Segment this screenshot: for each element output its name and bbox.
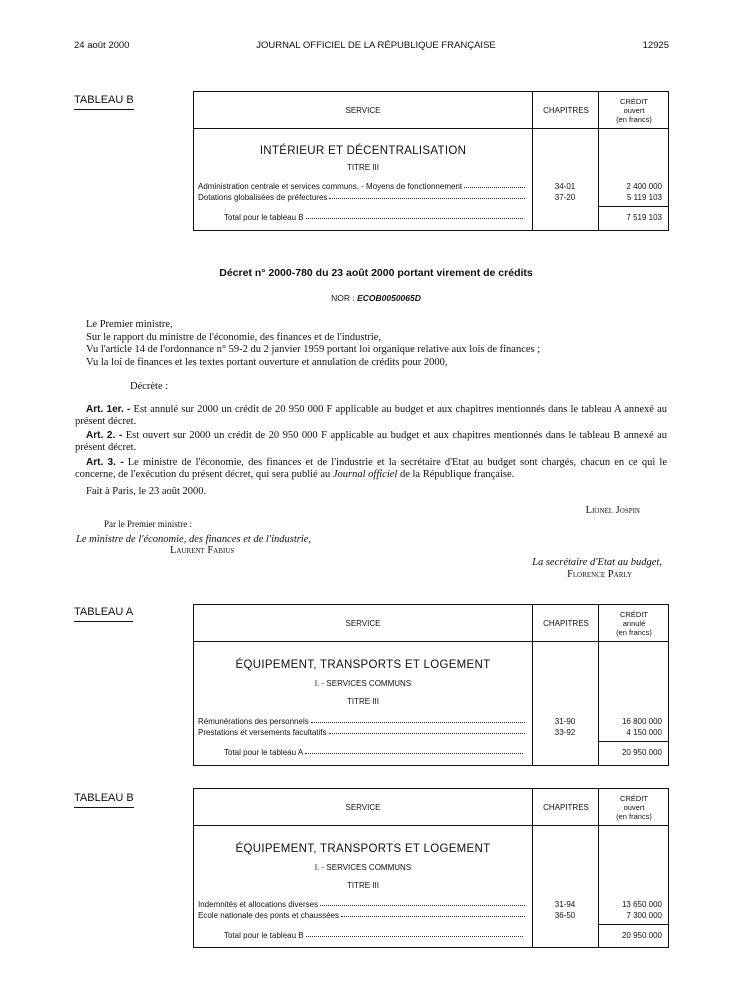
titre-label: TITRE III <box>347 881 379 890</box>
table-row: Prestations et versements facultatifs 33-92 4 150 000 <box>198 728 662 737</box>
header-page-number: 12925 <box>642 40 669 51</box>
subsection-title: I. - SERVICES COMMUNS <box>314 863 412 872</box>
col-chapitres: CHAPITRES <box>532 789 599 825</box>
decree-intro-line: Sur le rapport du ministre de l'économie, des finances et de l'industrie, <box>86 332 382 343</box>
decree-nor: NOR : ECOB0050065D <box>331 293 421 303</box>
titre-label: TITRE III <box>347 697 379 706</box>
titre-label: TITRE III <box>347 163 379 172</box>
header-date: 24 août 2000 <box>74 40 130 51</box>
signatory-prime-minister: Lionel Jospin <box>585 505 640 516</box>
par-le-premier-ministre: Par le Premier ministre : <box>104 519 192 529</box>
table-b-bottom-label: TABLEAU B <box>74 792 134 808</box>
table-header <box>194 92 668 129</box>
col-chapitres: CHAPITRES <box>532 605 599 641</box>
table-b-top <box>193 91 669 231</box>
secretary-title: La secrétaire d'Etat au budget, <box>532 557 662 568</box>
table-a-label: TABLEAU A <box>74 606 133 622</box>
decree-fait: Fait à Paris, le 23 août 2000. <box>86 486 207 497</box>
table-b-top-label: TABLEAU B <box>74 94 134 110</box>
article-2: Art. 2. - Est ouvert sur 2000 un crédit de 20 950 000 F applicable au budget et aux chapitres mentionnés dans le tableau B annexé au présent décret. <box>75 430 668 453</box>
decree-intro-line: Vu l'article 14 de l'ordonnance n° 59-2 du 2 janvier 1959 portant loi organique relative aux lois de finances ; <box>86 344 541 355</box>
table-row: Ecole nationale des ponts et chaussées 36-50 7 300 000 <box>198 911 662 920</box>
col-chapitres: CHAPITRES <box>532 92 599 128</box>
decree-title: Décret n° 2000-780 du 23 août 2000 portant virement de crédits <box>219 267 533 279</box>
header-journal-title: JOURNAL OFFICIEL DE LA RÉPUBLIQUE FRANÇAISE <box>256 40 496 51</box>
section-title: INTÉRIEUR ET DÉCENTRALISATION <box>259 145 467 157</box>
section-title: ÉQUIPEMENT, TRANSPORTS ET LOGEMENT <box>235 659 491 671</box>
table-row: Indemnités et allocations diverses 31-94 13 650 000 <box>198 900 662 909</box>
section-title: ÉQUIPEMENT, TRANSPORTS ET LOGEMENT <box>235 843 491 855</box>
col-service: SERVICE <box>345 802 381 812</box>
col-service: SERVICE <box>345 105 381 115</box>
decree-intro-line: Vu la loi de finances et les textes portant ouverture et annulation de crédits pour 2000, <box>86 357 448 368</box>
col-credit: CRÉDIT ouvert (en francs) <box>598 92 669 128</box>
table-header <box>194 605 668 642</box>
table-b-bottom <box>193 788 669 948</box>
table-header <box>194 789 668 826</box>
total-row: Total pour le tableau B 20 950 000 <box>224 931 662 940</box>
table-row: Rémunérations des personnels 31-90 16 800 000 <box>198 717 662 726</box>
table-row: Administration centrale et services communs. - Moyens de fonctionnement 34-01 2 400 000 <box>198 182 662 191</box>
total-row: Total pour le tableau A 20 950 000 <box>224 748 662 757</box>
minister-name: Laurent Fabius <box>170 545 235 556</box>
article-3: Art. 3. - Le ministre de l'économie, des finances et de l'industrie et la secrétaire d'Etat au budget sont chargés, chacun en ce qui le concerne, de l'exécution du présent décret, qui sera publié au Journal officiel de la République française. <box>75 457 668 480</box>
table-row: Dotations globalisées de préfectures 37-20 5 119 103 <box>198 193 662 202</box>
secretary-name: Florence Parly <box>567 569 632 580</box>
subsection-title: I. - SERVICES COMMUNS <box>314 679 412 688</box>
col-credit: CRÉDIT annulé (en francs) <box>598 605 669 641</box>
table-a <box>193 604 669 766</box>
col-service: SERVICE <box>345 618 381 628</box>
article-1: Art. 1er. - Est annulé sur 2000 un crédit de 20 950 000 F applicable au budget et aux chapitres mentionnés dans le tableau A annexé au présent décret. <box>75 404 667 427</box>
decree-intro-line: Le Premier ministre, <box>86 319 173 330</box>
total-row: Total pour le tableau B 7 519 103 <box>224 213 662 222</box>
minister-title: Le ministre de l'économie, des finances et de l'industrie, <box>76 534 312 545</box>
col-credit: CRÉDIT ouvert (en francs) <box>598 789 669 825</box>
decree-decrete: Décrète : <box>130 381 169 392</box>
